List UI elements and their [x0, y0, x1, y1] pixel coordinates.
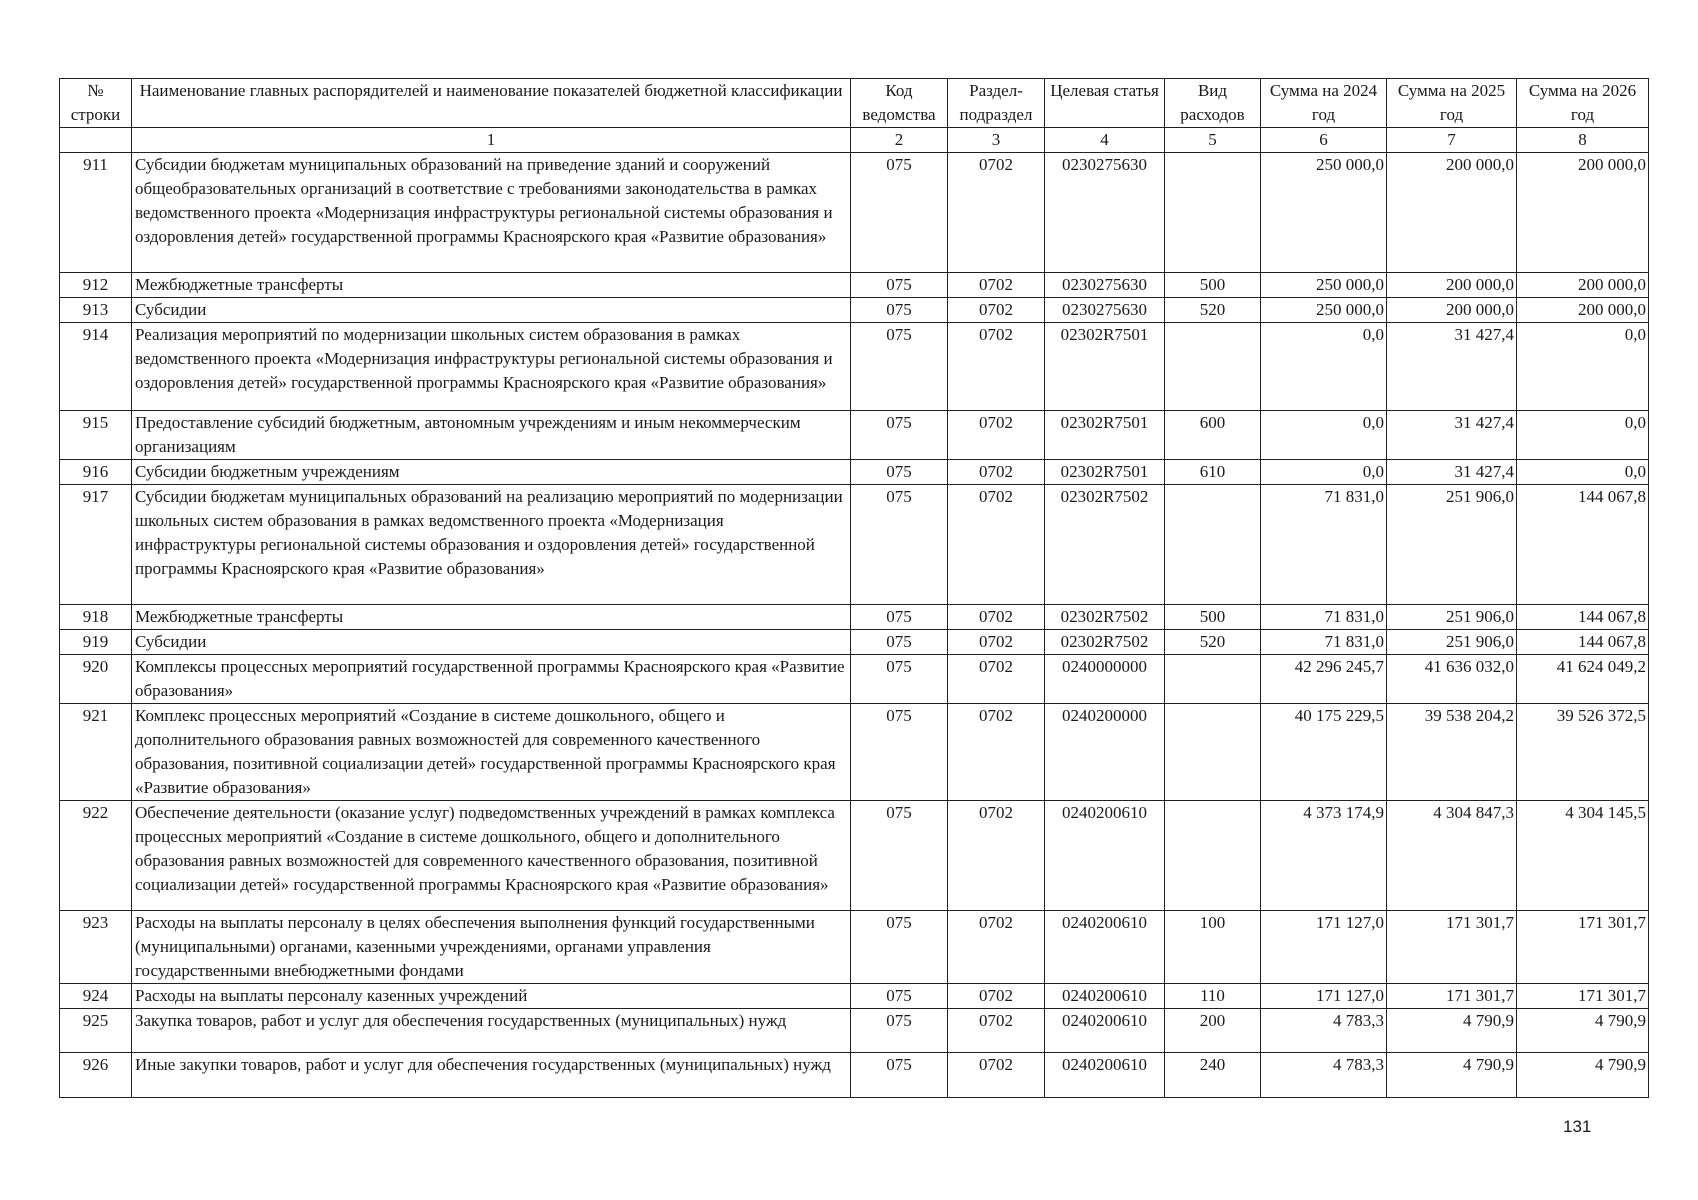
sum-2024: 171 127,0 [1261, 984, 1387, 1009]
sum-2025: 39 538 204,2 [1387, 704, 1517, 801]
row-name: Субсидии бюджетным учреждениям [132, 460, 851, 485]
sum-2024: 250 000,0 [1261, 153, 1387, 273]
expense-type [1165, 323, 1261, 411]
target-article: 0240000000 [1045, 655, 1165, 704]
row-number: 926 [60, 1053, 132, 1098]
sum-2025: 200 000,0 [1387, 298, 1517, 323]
row-number: 921 [60, 704, 132, 801]
table-row [60, 801, 1649, 911]
dept-code: 075 [851, 801, 948, 911]
row-name: Межбюджетные трансферты [132, 273, 851, 298]
sum-2026: 0,0 [1517, 411, 1649, 460]
section-code: 0702 [948, 1053, 1045, 1098]
sum-2026: 41 624 049,2 [1517, 655, 1649, 704]
row-name: Комплексы процессных мероприятий государственной программы Красноярского края «Развитие образования» [132, 655, 851, 704]
section-code: 0702 [948, 411, 1045, 460]
section-code: 0702 [948, 323, 1045, 411]
row-name: Расходы на выплаты персоналу казенных учреждений [132, 984, 851, 1009]
dept-code: 075 [851, 298, 948, 323]
column-number: 4 [1045, 128, 1165, 153]
table-row [60, 411, 1649, 460]
header-row [60, 79, 1649, 128]
row-number: 913 [60, 298, 132, 323]
expense-type [1165, 655, 1261, 704]
column-number: 6 [1261, 128, 1387, 153]
column-number: 3 [948, 128, 1045, 153]
header-row-number: № строки [60, 79, 132, 128]
table-row [60, 153, 1649, 273]
target-article: 0240200610 [1045, 911, 1165, 984]
column-number [60, 128, 132, 153]
sum-2026: 4 790,9 [1517, 1009, 1649, 1053]
expense-type: 110 [1165, 984, 1261, 1009]
header-name: Наименование главных распорядителей и наименование показателей бюджетной классификации [132, 79, 851, 128]
sum-2024: 42 296 245,7 [1261, 655, 1387, 704]
sum-2026: 171 301,7 [1517, 984, 1649, 1009]
row-number: 922 [60, 801, 132, 911]
sum-2025: 41 636 032,0 [1387, 655, 1517, 704]
row-name: Предоставление субсидий бюджетным, автономным учреждениям и иным некоммерческим организациям [132, 411, 851, 460]
expense-type [1165, 485, 1261, 605]
expense-type: 520 [1165, 630, 1261, 655]
column-number: 1 [132, 128, 851, 153]
target-article: 0240200610 [1045, 984, 1165, 1009]
table-body [60, 153, 1649, 1098]
row-name: Субсидии [132, 298, 851, 323]
table-row [60, 655, 1649, 704]
row-number: 920 [60, 655, 132, 704]
header-dept-code: Код ведомства [851, 79, 948, 128]
row-name: Закупка товаров, работ и услуг для обеспечения государственных (муниципальных) нужд [132, 1009, 851, 1053]
row-name: Субсидии [132, 630, 851, 655]
expense-type [1165, 704, 1261, 801]
header-target-article: Целевая статья [1045, 79, 1165, 128]
header-sum-2024: Сумма на 2024 год [1261, 79, 1387, 128]
sum-2026: 39 526 372,5 [1517, 704, 1649, 801]
expense-type: 200 [1165, 1009, 1261, 1053]
table-row [60, 273, 1649, 298]
sum-2026: 200 000,0 [1517, 153, 1649, 273]
sum-2026: 144 067,8 [1517, 485, 1649, 605]
target-article: 0230275630 [1045, 153, 1165, 273]
expense-type: 520 [1165, 298, 1261, 323]
column-number: 5 [1165, 128, 1261, 153]
section-code: 0702 [948, 153, 1045, 273]
row-number: 918 [60, 605, 132, 630]
target-article: 0240200610 [1045, 1053, 1165, 1098]
expense-type: 500 [1165, 605, 1261, 630]
target-article: 02302R7502 [1045, 630, 1165, 655]
target-article: 02302R7502 [1045, 485, 1165, 605]
sum-2026: 4 790,9 [1517, 1053, 1649, 1098]
section-code: 0702 [948, 460, 1045, 485]
target-article: 0240200000 [1045, 704, 1165, 801]
dept-code: 075 [851, 460, 948, 485]
row-number: 911 [60, 153, 132, 273]
header-expense-type: Вид расходов [1165, 79, 1261, 128]
row-number: 912 [60, 273, 132, 298]
header-section: Раздел-подраздел [948, 79, 1045, 128]
target-article: 02302R7501 [1045, 411, 1165, 460]
target-article: 0240200610 [1045, 801, 1165, 911]
section-code: 0702 [948, 704, 1045, 801]
target-article: 02302R7501 [1045, 323, 1165, 411]
dept-code: 075 [851, 704, 948, 801]
sum-2024: 0,0 [1261, 460, 1387, 485]
section-code: 0702 [948, 298, 1045, 323]
sum-2024: 171 127,0 [1261, 911, 1387, 984]
table-row [60, 605, 1649, 630]
row-number: 917 [60, 485, 132, 605]
expense-type: 600 [1165, 411, 1261, 460]
target-article: 02302R7501 [1045, 460, 1165, 485]
table-row [60, 323, 1649, 411]
sum-2026: 0,0 [1517, 460, 1649, 485]
table-row [60, 630, 1649, 655]
target-article: 02302R7502 [1045, 605, 1165, 630]
dept-code: 075 [851, 630, 948, 655]
table-row [60, 911, 1649, 984]
expense-type: 500 [1165, 273, 1261, 298]
sum-2025: 251 906,0 [1387, 605, 1517, 630]
dept-code: 075 [851, 273, 948, 298]
dept-code: 075 [851, 485, 948, 605]
dept-code: 075 [851, 655, 948, 704]
dept-code: 075 [851, 984, 948, 1009]
sum-2025: 200 000,0 [1387, 273, 1517, 298]
table-row [60, 298, 1649, 323]
dept-code: 075 [851, 1053, 948, 1098]
row-name: Субсидии бюджетам муниципальных образований на реализацию мероприятий по модернизации школьных систем образования в рамках ведомственного проекта «Модернизация инфраструктуры региональной системы образования и оздоровления детей» государственной программы Красноярского края «Развитие образования» [132, 485, 851, 605]
dept-code: 075 [851, 411, 948, 460]
sum-2026: 144 067,8 [1517, 630, 1649, 655]
sum-2024: 250 000,0 [1261, 298, 1387, 323]
table-row [60, 485, 1649, 605]
table-row [60, 1053, 1649, 1098]
expense-type: 100 [1165, 911, 1261, 984]
row-name: Субсидии бюджетам муниципальных образований на приведение зданий и сооружений общеобразовательных организаций в соответствие с требованиями законодательства в рамках ведомственного проекта «Модернизация инфраструктуры региональной системы образования и оздоровления детей» государственной программы Красноярского края «Развитие образования» [132, 153, 851, 273]
sum-2026: 144 067,8 [1517, 605, 1649, 630]
sum-2025: 171 301,7 [1387, 911, 1517, 984]
section-code: 0702 [948, 273, 1045, 298]
expense-type: 240 [1165, 1053, 1261, 1098]
sum-2025: 31 427,4 [1387, 411, 1517, 460]
sum-2026: 4 304 145,5 [1517, 801, 1649, 911]
sum-2024: 250 000,0 [1261, 273, 1387, 298]
sum-2025: 4 790,9 [1387, 1053, 1517, 1098]
row-number: 923 [60, 911, 132, 984]
sum-2026: 200 000,0 [1517, 298, 1649, 323]
dept-code: 075 [851, 1009, 948, 1053]
table-row [60, 984, 1649, 1009]
section-code: 0702 [948, 605, 1045, 630]
sum-2024: 0,0 [1261, 411, 1387, 460]
table-row [60, 460, 1649, 485]
row-number: 916 [60, 460, 132, 485]
dept-code: 075 [851, 323, 948, 411]
section-code: 0702 [948, 655, 1045, 704]
section-code: 0702 [948, 911, 1045, 984]
dept-code: 075 [851, 911, 948, 984]
row-name: Обеспечение деятельности (оказание услуг) подведомственных учреждений в рамках комплекса процессных мероприятий «Создание в системе дошкольного, общего и дополнительного образования равных возможностей для современного качественного образования, позитивной социализации детей» государственной программы Красноярского края «Развитие образования» [132, 801, 851, 911]
sum-2024: 71 831,0 [1261, 605, 1387, 630]
dept-code: 075 [851, 605, 948, 630]
column-number: 2 [851, 128, 948, 153]
sum-2025: 4 790,9 [1387, 1009, 1517, 1053]
page-number: 131 [1563, 1117, 1592, 1136]
row-number: 924 [60, 984, 132, 1009]
sum-2024: 40 175 229,5 [1261, 704, 1387, 801]
sum-2024: 0,0 [1261, 323, 1387, 411]
expense-type: 610 [1165, 460, 1261, 485]
header-sum-2025: Сумма на 2025 год [1387, 79, 1517, 128]
column-number: 7 [1387, 128, 1517, 153]
sum-2024: 4 783,3 [1261, 1009, 1387, 1053]
sum-2024: 4 783,3 [1261, 1053, 1387, 1098]
budget-table [59, 78, 1649, 1098]
table-row [60, 1009, 1649, 1053]
header-sum-2026: Сумма на 2026 год [1517, 79, 1649, 128]
section-code: 0702 [948, 485, 1045, 605]
table-header [60, 79, 1649, 153]
section-code: 0702 [948, 630, 1045, 655]
target-article: 0240200610 [1045, 1009, 1165, 1053]
dept-code: 075 [851, 153, 948, 273]
row-number: 915 [60, 411, 132, 460]
sum-2025: 31 427,4 [1387, 460, 1517, 485]
sum-2026: 0,0 [1517, 323, 1649, 411]
table-row [60, 704, 1649, 801]
column-number: 8 [1517, 128, 1649, 153]
expense-type [1165, 153, 1261, 273]
sum-2025: 200 000,0 [1387, 153, 1517, 273]
sum-2024: 71 831,0 [1261, 485, 1387, 605]
sum-2025: 4 304 847,3 [1387, 801, 1517, 911]
row-number: 914 [60, 323, 132, 411]
column-number-row [60, 128, 1649, 153]
target-article: 0230275630 [1045, 298, 1165, 323]
row-number: 925 [60, 1009, 132, 1053]
expense-type [1165, 801, 1261, 911]
section-code: 0702 [948, 801, 1045, 911]
section-code: 0702 [948, 1009, 1045, 1053]
sum-2026: 200 000,0 [1517, 273, 1649, 298]
row-name: Межбюджетные трансферты [132, 605, 851, 630]
sum-2024: 4 373 174,9 [1261, 801, 1387, 911]
sum-2026: 171 301,7 [1517, 911, 1649, 984]
row-name: Расходы на выплаты персоналу в целях обеспечения выполнения функций государственными (муниципальными) органами, казенными учреждениями, органами управления государственными внебюджетными фондами [132, 911, 851, 984]
sum-2025: 31 427,4 [1387, 323, 1517, 411]
sum-2025: 251 906,0 [1387, 485, 1517, 605]
row-number: 919 [60, 630, 132, 655]
row-name: Реализация мероприятий по модернизации школьных систем образования в рамках ведомственного проекта «Модернизация инфраструктуры региональной системы образования и оздоровления детей» государственной программы Красноярского края «Развитие образования» [132, 323, 851, 411]
sum-2024: 71 831,0 [1261, 630, 1387, 655]
row-name: Иные закупки товаров, работ и услуг для обеспечения государственных (муниципальных) нужд [132, 1053, 851, 1098]
section-code: 0702 [948, 984, 1045, 1009]
sum-2025: 251 906,0 [1387, 630, 1517, 655]
sum-2025: 171 301,7 [1387, 984, 1517, 1009]
row-name: Комплекс процессных мероприятий «Создание в системе дошкольного, общего и дополнительного образования равных возможностей для современного качественного образования, позитивной социализации детей» государственной программы Красноярского края «Развитие образования» [132, 704, 851, 801]
target-article: 0230275630 [1045, 273, 1165, 298]
